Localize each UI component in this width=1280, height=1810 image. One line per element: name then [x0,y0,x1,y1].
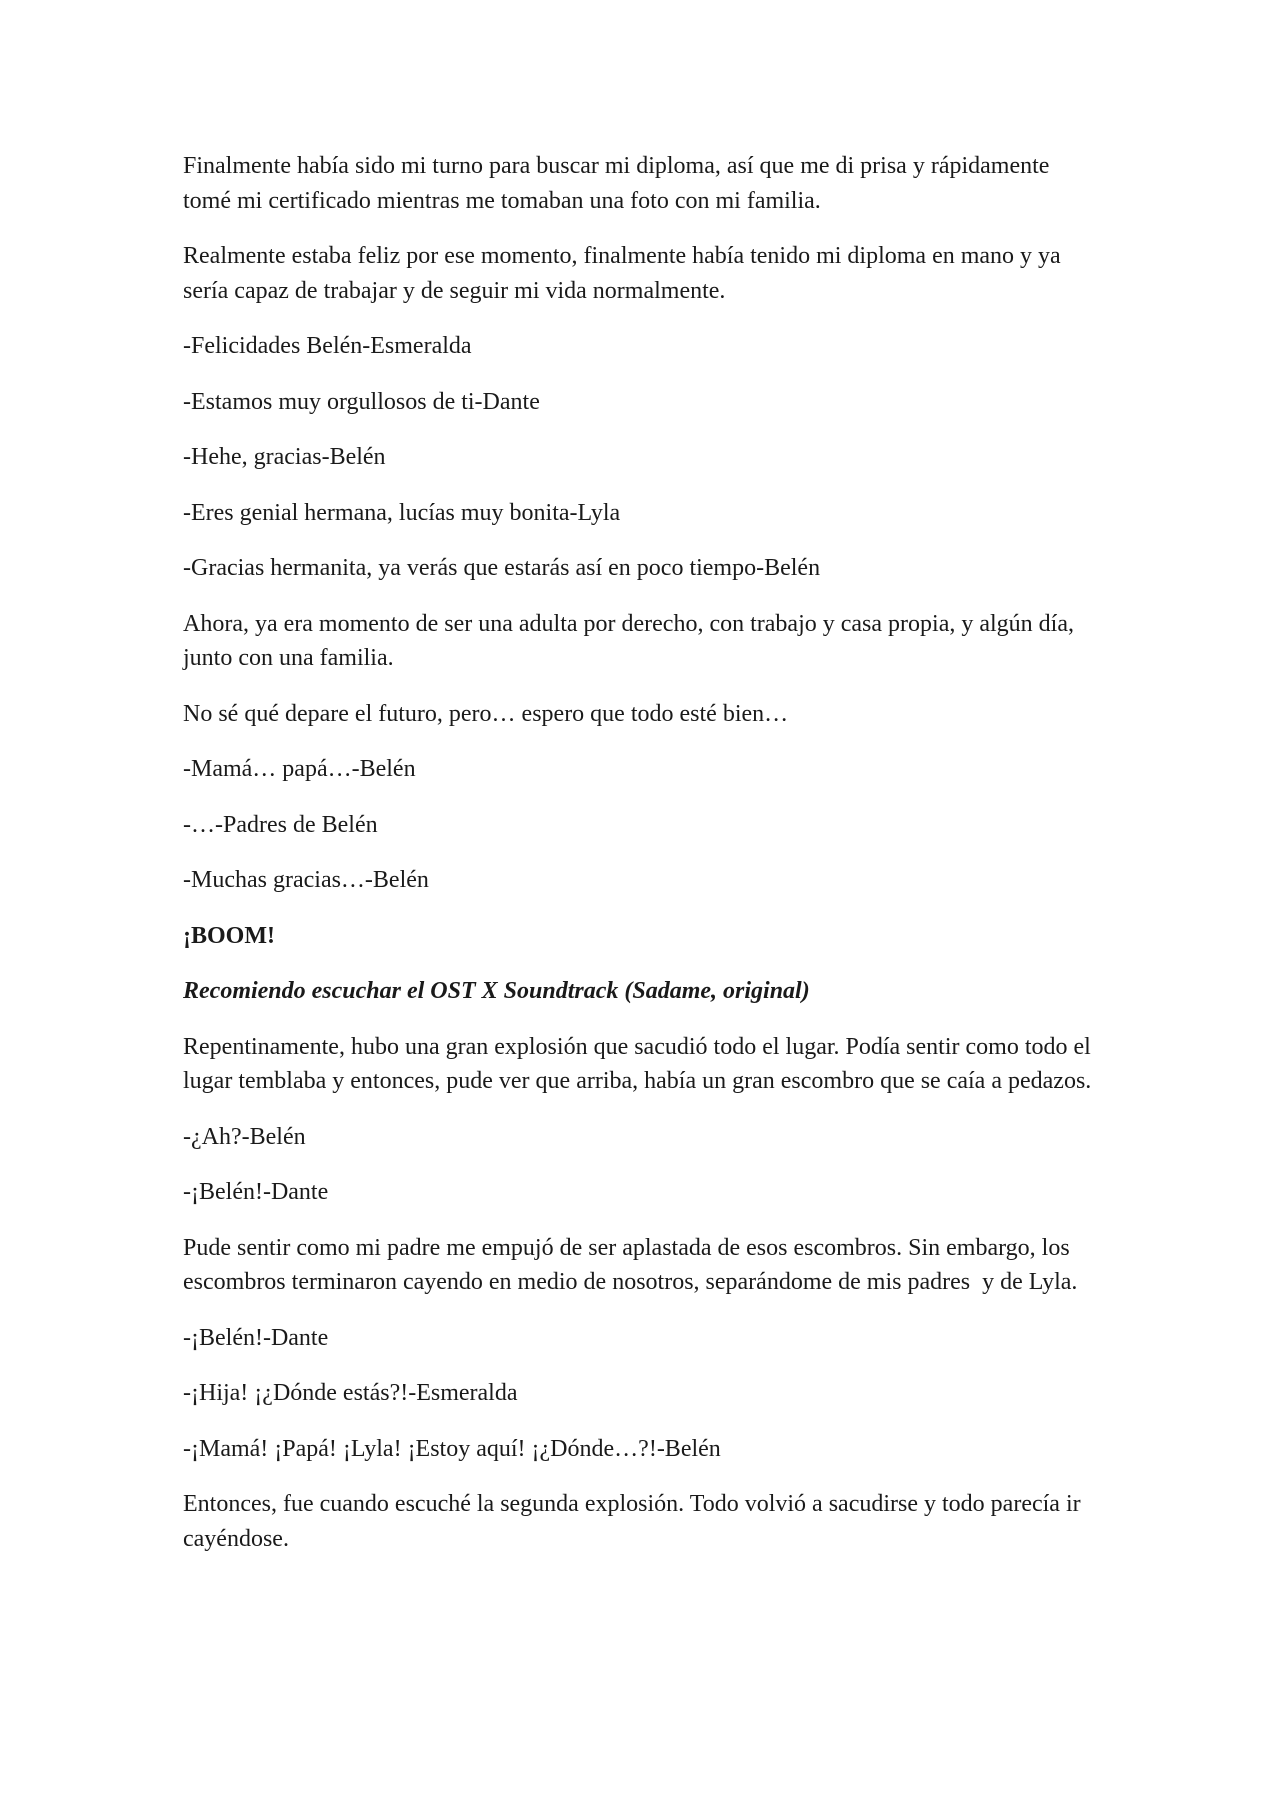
paragraph-happy: Realmente estaba feliz por ese momento, finalmente había tenido mi diploma en mano y ya sería capaz de trabajar y de seguir mi vida normalmente. [183,243,1067,304]
dialogue-line: -Hehe, gracias-Belén [183,444,386,470]
document-body [183,149,1103,1577]
dialogue-line: -¡Belén!-Dante [183,1179,329,1205]
dialogue-line: -Mamá… papá…-Belén [183,756,416,782]
dialogue-line: -¡Hija! ¡¿Dónde estás?!-Esmeralda [183,1380,518,1406]
dialogue-line: -¡Belén!-Dante [183,1324,329,1351]
paragraph-second-explosion: Entonces, fue cuando escuché la segunda explosión. Todo volvió a sacudirse y todo parecía ir cayéndose. [183,1491,1087,1552]
dialogue-line: -¿Ah?-Belén [183,1123,306,1150]
paragraph-diploma: Finalmente había sido mi turno para buscar mi diploma, así que me di prisa y rápidamente tomé mi certificado mientras me tomaban una foto con mi familia. [183,153,1056,214]
dialogue-line: -Felicidades Belén-Esmeralda [183,333,472,359]
paragraph-future: No sé qué depare el futuro, pero… espero que todo esté bien… [183,700,789,727]
paragraph-separation: Pude sentir como mi padre me empujó de ser aplastada de esos escombros. Sin embargo, los escombros terminaron cayendo en medio de nosotros, separándome de mis padres y de Lyla. [183,1234,1078,1295]
dialogue-line: -Gracias hermanita, ya verás que estarás así en poco tiempo-Belén [183,555,821,581]
dialogue-line: -¡Mamá! ¡Papá! ¡Lyla! ¡Estoy aquí! ¡¿Dónde…?!-Belén [183,1435,721,1462]
paragraph-explosion: Repentinamente, hubo una gran explosión que sacudió todo el lugar. Podía sentir como todo el lugar temblaba y entonces, pude ver que arriba, había un gran escombro que se caía a pedazos. [183,1033,1097,1094]
soundtrack-recommendation: Recomiendo escuchar el OST X Soundtrack (Sadame, original) [183,978,810,1004]
dialogue-line: -…-Padres de Belén [183,811,378,838]
sound-effect-heading: ¡BOOM! [183,922,275,949]
paragraph-adulthood: Ahora, ya era momento de ser una adulta por derecho, con trabajo y casa propia, y algún día, junto con una familia. [183,610,1080,671]
dialogue-line: -Muchas gracias…-Belén [183,867,429,893]
dialogue-line: -Eres genial hermana, lucías muy bonita-Lyla [183,499,621,526]
dialogue-line: -Estamos muy orgullosos de ti-Dante [183,388,540,415]
